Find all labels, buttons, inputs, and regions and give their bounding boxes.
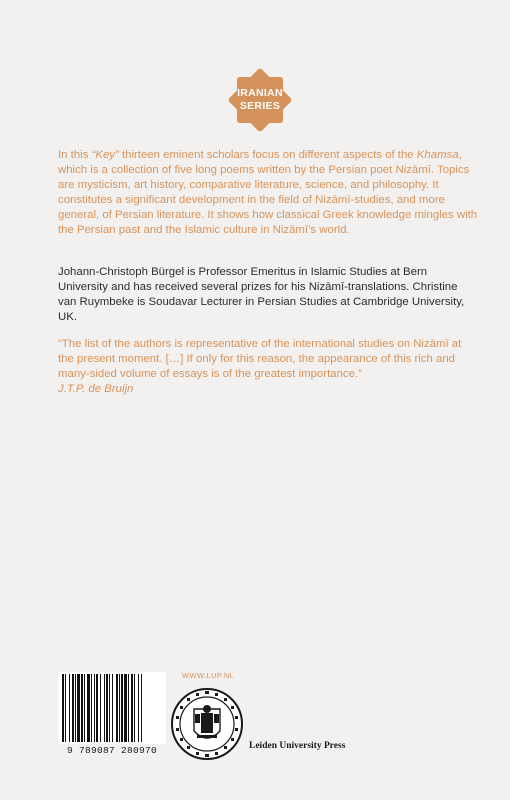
intro-paragraph <box>58 148 478 238</box>
barcode-block <box>58 672 166 760</box>
university-seal-icon <box>170 687 244 761</box>
intro-text-3: , which is a collection of five long poems written by the Persian poet Nizāmī. Topics are mysticism, art history, comparative literature, science, and philosophy. It constitutes a significant development in the field of Nizāmī-studies, and more general, of Persian literature. It shows how classical Greek knowledge mingles with the Persian past and the Islamic culture in Nizāmī’s world. <box>58 149 478 236</box>
barcode-icon <box>58 672 166 744</box>
badge-label <box>225 87 295 113</box>
intro-text-1: In this <box>58 149 92 161</box>
author-bio <box>58 265 478 325</box>
iranian-series-badge <box>225 65 295 135</box>
publisher-url[interactable]: WWW.LUP.NL <box>182 671 235 680</box>
publisher-name: Leiden University Press <box>249 741 346 751</box>
intro-key-word: “Key” <box>91 149 119 161</box>
intro-khamsa: Khamsa <box>416 149 459 161</box>
quote-text: “The list of the authors is representative of the international studies on Nizāmī at the present moment. […] If only for this reason, the appearance of this rich and many-sided volume of essays is of the greatest importance.” <box>58 338 462 380</box>
badge-line-2: SERIES <box>239 100 281 112</box>
review-quote <box>58 337 478 397</box>
badge-line-1: IRANIAN <box>237 87 283 99</box>
intro-text-2: thirteen eminent scholars focus on different aspects of the <box>118 149 417 161</box>
bio-text: Johann-Christoph Bürgel is Professor Emeritus in Islamic Studies at Bern University and has received several prizes for his Nizāmī-translations. Christine van Ruymbeke is Soudavar Lecturer in Persian Studies at Cambridge University, UK. <box>58 266 465 323</box>
isbn-number: 9 789087 280970 <box>66 745 157 756</box>
quote-author: J.T.P. de Bruijn <box>58 383 134 395</box>
